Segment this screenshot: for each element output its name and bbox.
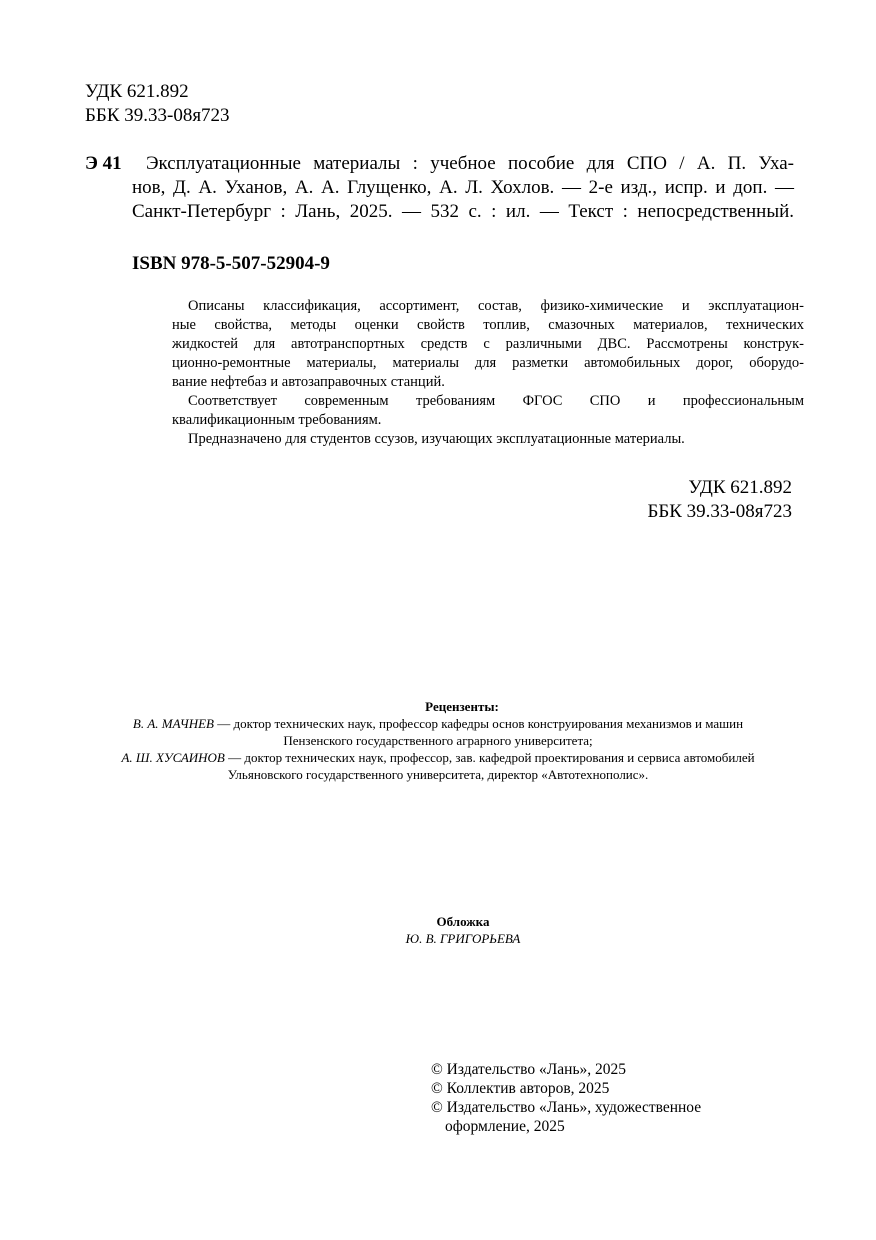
catalog-entry [132,152,794,224]
copyright-line: © Издательство «Лань», 2025 [431,1061,627,1078]
annotation [172,297,804,449]
copyright-block [431,1060,701,1136]
annotation-line: квалификационным требованиям. [172,412,382,428]
reviewer-1 [0,715,876,732]
annotation-line: вание нефтебаз и автозаправочных станций. [172,374,445,390]
bbk-top: ББК 39.33-08я723 [85,105,230,126]
entry-line-2: нов, Д. А. Уханов, А. А. Глущенко, А. Л. Хохлов. — 2-е изд., испр. и доп. — [132,177,794,198]
reviewer-2-affiliation: Ульяновского государственного университета, директор «Автотехнополис». [227,767,649,782]
reviewers-heading: Рецензенты: [425,699,499,714]
udk-right: УДК 621.892 [688,477,792,498]
copyright-line: © Издательство «Лань», художественное [431,1099,702,1116]
catalog-code: Э 41 [85,153,122,174]
annotation-line: Предназначено для студентов ссузов, изучающих эксплуатационные материалы. [188,431,685,447]
reviewer-1-affiliation: Пензенского государственного аграрного университета; [283,733,593,748]
annotation-line: жидкостей для автотранспортных средств с различными ДВС. Рассмотрены конструк- [172,336,804,352]
annotation-line: ционно-ремонтные материалы, материалы для разметки автомобильных дорог, оборудо- [172,355,804,371]
cover-heading: Обложка [436,914,490,929]
annotation-line: Соответствует современным требованиям ФГОС СПО и профессиональным [188,393,804,409]
reviewer-1-text: — доктор технических наук, профессор кафедры основ конструирования механизмов и машин [213,716,744,731]
entry-line-1: Эксплуатационные материалы : учебное пособие для СПО / А. П. Уха- [146,153,794,174]
annotation-line: Описаны классификация, ассортимент, состав, физико-химические и эксплуатацион- [188,298,804,314]
reviewer-2 [0,749,876,766]
reviewer-1-name: В. А. МАЧНЕВ [132,716,214,731]
copyright-line: оформление, 2025 [445,1118,565,1135]
isbn: ISBN 978-5-507-52904-9 [132,253,330,274]
cover-designer: Ю. В. ГРИГОРЬЕВА [405,931,521,946]
annotation-line: ные свойства, методы оценки свойств топлив, смазочных материалов, технических [172,317,804,333]
reviewer-2-name: А. Ш. ХУСАИНОВ [121,750,225,765]
cover-credit [0,913,876,947]
reviewers [0,698,876,783]
udk-top: УДК 621.892 [85,81,189,102]
copyright-line: © Коллектив авторов, 2025 [431,1080,610,1097]
entry-line-3: Санкт-Петербург : Лань, 2025. — 532 с. : ил. — Текст : непосредственный. [132,201,794,222]
reviewer-2-text: — доктор технических наук, профессор, зав. кафедрой проектирования и сервиса автомобилей [224,750,755,765]
bbk-right: ББК 39.33-08я723 [647,501,792,522]
